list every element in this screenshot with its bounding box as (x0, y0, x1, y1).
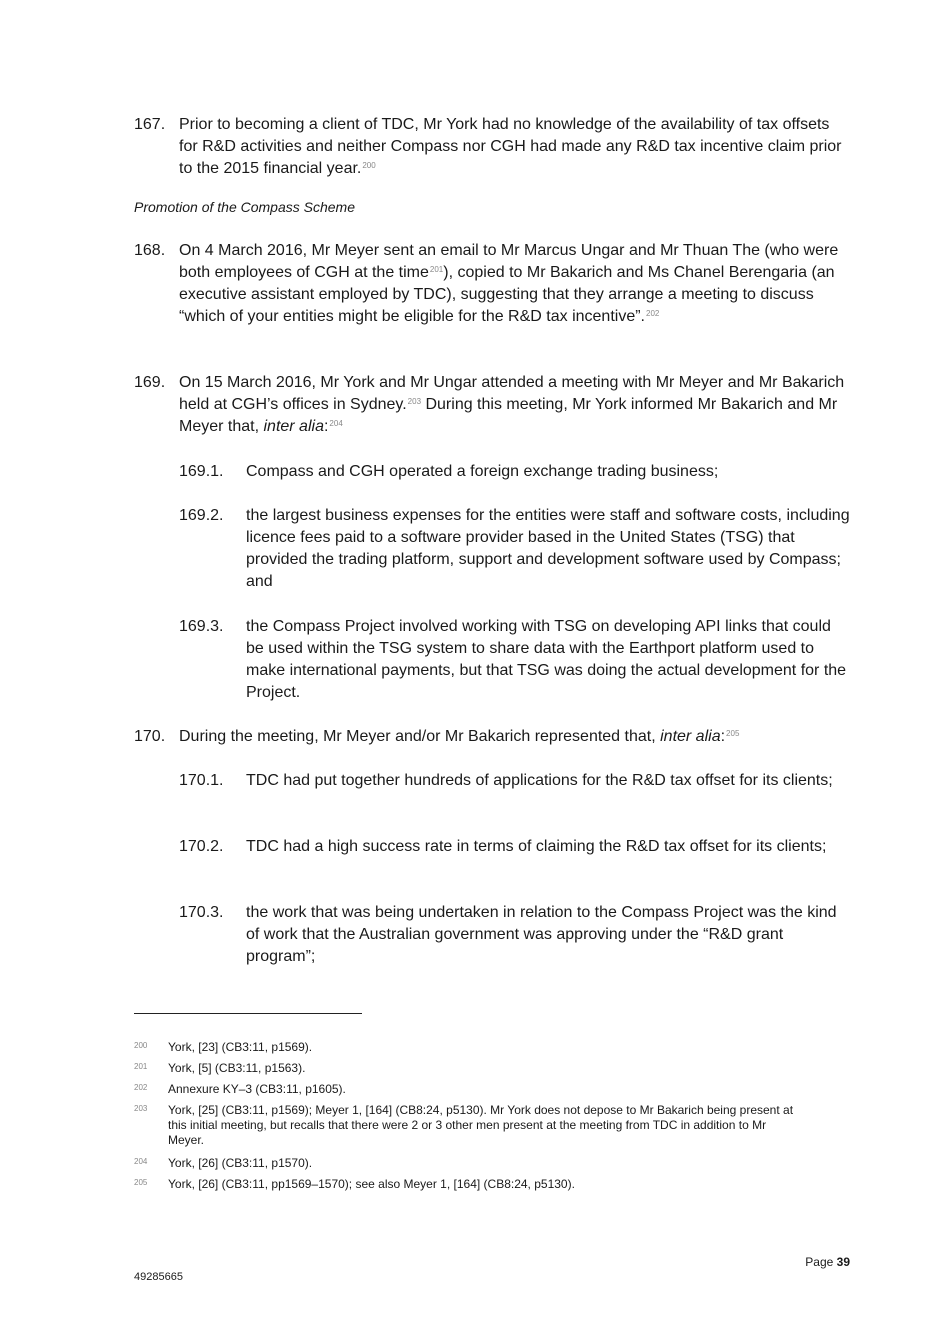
subparagraph-number: 169.1. (179, 463, 224, 480)
italic-term: inter alia (263, 418, 324, 435)
paragraph-text: On 15 March 2016, Mr York and Mr Ungar attended a meeting with Mr Meyer and Mr Bakarich held at CGH’s offices in Sydney. (179, 374, 845, 413)
footnote-text: York, [5] (CB3:11, p1563). (168, 1061, 306, 1075)
footnote-separator (134, 1013, 362, 1014)
page-number-value: 39 (836, 1255, 850, 1269)
subparagraph-169-1 (179, 461, 851, 483)
subparagraph-number: 170.2. (179, 838, 224, 855)
footnote-text: York, [25] (CB3:11, p1569); Meyer 1, [164] (CB8:24, p5130). Mr York does not depose to Mr Bakarich being present at this initial meeting, but recalls that there were 2 or 3 other men present at the meeting from TDC in addition to Mr Meyer. (168, 1103, 794, 1147)
footnote-text: York, [23] (CB3:11, p1569). (168, 1040, 313, 1054)
subparagraph-text: Compass and CGH operated a foreign exchange trading business; (246, 463, 719, 480)
paragraph-number: 170. (134, 728, 166, 745)
footnote-number: 203 (134, 1104, 148, 1113)
page-label: Page (805, 1255, 834, 1269)
footnote-number: 200 (134, 1041, 148, 1050)
subparagraph-text: TDC had a high success rate in terms of claiming the R&D tax offset for its clients; (246, 838, 827, 855)
paragraph-167 (134, 114, 849, 180)
subparagraph-170-2 (179, 836, 851, 858)
footnote-ref[interactable]: 205 (726, 729, 740, 738)
footnote-text: Annexure KY–3 (CB3:11, p1605). (168, 1082, 346, 1096)
footnote-201 (134, 1061, 814, 1076)
paragraph-text: : (720, 728, 726, 745)
subparagraph-number: 169.3. (179, 618, 224, 635)
paragraph-text: On 4 March 2016, Mr Meyer sent an email to Mr Marcus Ungar and Mr Thuan The (who were both employees of CGH at the time (179, 242, 839, 281)
footnote-204 (134, 1156, 814, 1171)
subparagraph-text: the Compass Project involved working with TSG on developing API links that could be used within the TSG system to share data with the Earthport platform used to make international payments, but that TSG was doing the actual development for the Project. (246, 618, 847, 701)
subparagraph-text: the work that was being undertaken in relation to the Compass Project was the kind of work that the Australian government was approving under the “R&D grant program”; (246, 904, 837, 965)
footnote-number: 201 (134, 1062, 148, 1071)
footnote-ref[interactable]: 203 (407, 397, 422, 406)
paragraph-number: 167. (134, 116, 166, 133)
footnote-number: 204 (134, 1157, 148, 1166)
paragraph-body (179, 726, 849, 748)
footnote-ref[interactable]: 202 (646, 309, 660, 318)
footnote-ref[interactable]: 201 (429, 265, 444, 274)
paragraph-169 (134, 372, 849, 438)
subparagraph-170-1 (179, 770, 851, 792)
document-id: 49285665 (134, 1271, 183, 1283)
footnote-number: 205 (134, 1178, 148, 1187)
footnote-text: York, [26] (CB3:11, p1570). (168, 1156, 313, 1170)
subparagraph-text: TDC had put together hundreds of applications for the R&D tax offset for its clients; (246, 772, 833, 789)
footnote-ref[interactable]: 200 (362, 161, 376, 170)
paragraph-text: ), copied to Mr Bakarich and Ms Chanel Berengaria (an executive assistant employed by TDC), suggesting that they arrange a meeting to discuss “which of your entities might be eligible for the R&D tax incentive”. (179, 264, 835, 325)
footnote-ref[interactable]: 204 (329, 419, 343, 428)
subparagraph-169-2 (179, 505, 851, 593)
footnote-205 (134, 1177, 814, 1192)
paragraph-text: Prior to becoming a client of TDC, Mr York had no knowledge of the availability of tax offsets for R&D activities and neither Compass nor CGH had made any R&D tax incentive claim prior to the 2015 financial year. (179, 116, 842, 177)
paragraph-number: 169. (134, 374, 166, 391)
subparagraph-number: 170.1. (179, 772, 224, 789)
page-number (805, 1255, 850, 1269)
footnote-203 (134, 1103, 814, 1148)
paragraph-text: During this meeting, Mr York informed Mr Bakarich and Mr Meyer that, (179, 396, 838, 435)
subparagraph-number: 170.3. (179, 904, 224, 921)
paragraph-body (179, 372, 849, 438)
footnote-200 (134, 1040, 814, 1055)
paragraph-number: 168. (134, 242, 166, 259)
subparagraph-text: the largest business expenses for the entities were staff and software costs, including licence fees paid to a software provider based in the United States (TSG) that provided the trading platform, support and development software used by Compass; and (246, 507, 850, 590)
subparagraph-number: 169.2. (179, 507, 224, 524)
italic-term: inter alia (660, 728, 721, 745)
paragraph-body (179, 240, 849, 328)
subparagraph-169-3 (179, 616, 851, 704)
paragraph-text: : (323, 418, 329, 435)
paragraph-text: During the meeting, Mr Meyer and/or Mr Bakarich represented that, (179, 728, 661, 745)
section-heading: Promotion of the Compass Scheme (134, 199, 355, 215)
footnote-number: 202 (134, 1083, 148, 1092)
subparagraph-170-3 (179, 902, 851, 968)
paragraph-170 (134, 726, 849, 748)
paragraph-168 (134, 240, 849, 328)
paragraph-body (179, 114, 849, 180)
footnote-202 (134, 1082, 814, 1097)
footnote-text: York, [26] (CB3:11, pp1569–1570); see also Meyer 1, [164] (CB8:24, p5130). (168, 1177, 575, 1191)
